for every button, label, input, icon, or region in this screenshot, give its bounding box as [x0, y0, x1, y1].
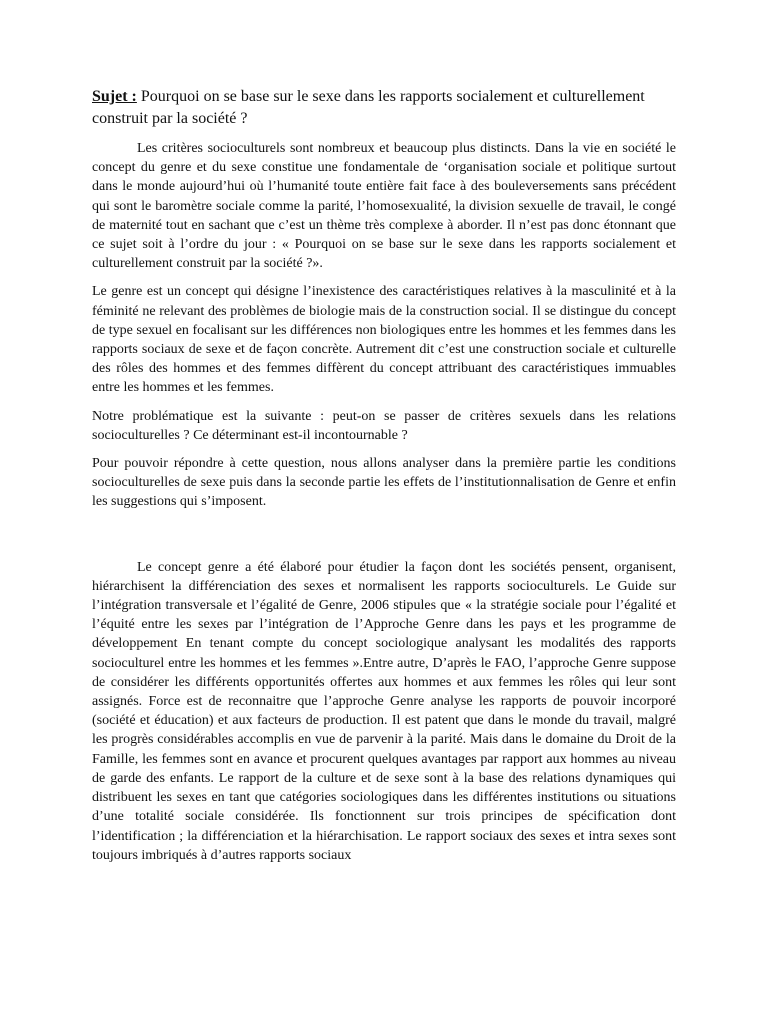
paragraph-body: Le concept genre a été élaboré pour étudier la façon dont les sociétés pensent, organisent, hiérarchisent la différenciation des sexes et normalisent les rapports socioculturels. Le Guide sur l’intégration transversale et l’égalité de Genre, 2006 stipules que « la stratégie sociale pour l’égalité et l’équité entre les sexes par l’intégration de l’Approche Genre dans les pays et les programme de développement En tenant compte du concept sociologique analysant les modalités des rapports socioculturel entre les hommes et les femmes ».Entre autre, D’après le FAO, l’approche Genre suppose de considérer les différents opportunités offertes aux hommes et aux femmes les rôles qui leur sont assignés. Force est de reconnaitre que l’approche Genre analyse les rapports de pouvoir incorporé (société et éducation) et aux facteurs de production. Il est patent que dans le monde du travail, malgré les progrès considérables accomplis en vue de parvenir à la parité. Mais dans le domaine du Droit de la Famille, les femmes sont en avance et procurent quelques avantages par rapport aux hommes au niveau de garde des enfants. Le rapport de la culture et de sexe sont à la base des relations dynamiques qui distribuent les sexes en tant que catégories sociologiques dans les différentes institutions ou situations d’une totalité sociale considérée. Ils fonctionnent sur trois principes de spécification dont l’identification ; la différenciation et la hiérarchisation. Le rapport sociaux des sexes et intra sexes sont toujours imbriqués à d’autres rapports sociaux: [92, 559, 676, 863]
paragraph-problematique: Notre problématique est la suivante : peut-on se passer de critères sexuels dans les relations socioculturelles ? Ce déterminant est-il incontournable ?: [92, 408, 676, 443]
paragraph-plan: Pour pouvoir répondre à cette question, nous allons analyser dans la première partie les conditions socioculturelles de sexe puis dans la seconde partie les effets de l’institutionnalisation de Genre et enfin les suggestions qui s’imposent.: [92, 456, 676, 510]
paragraph-definition: Le genre est un concept qui désigne l’inexistence des caractéristiques relatives à la masculinité et à la féminité ne relevant des problèmes de biologie mais de la construction social. Il se distingue du concept de type sexuel en focalisant sur les différences non biologiques entre les hommes et les femmes dans les rapports sociaux de sexe et de façon concrète. Autrement dit c’est une construction sociale et culturelle des rôles des hommes et des femmes diffèrent du concept attribuant des caractéristiques immuables entre les hommes et les femmes.: [92, 284, 676, 396]
title-label: Sujet :: [92, 88, 137, 105]
document-page: [92, 86, 676, 865]
paragraph-introduction: Les critères socioculturels sont nombreux et beaucoup plus distincts. Dans la vie en société le concept du genre et du sexe constitue une fondamentale de ‘organisation sociale et politique surtout dans le monde aujourd’hui où l’humanité toute entière fait face à des bouleversements sans précédent qui sont le baromètre sociale comme la parité, l’homosexualité, la division sexuelle de travail, le congé de maternité tout en sachant que c’est un thème très complexe à aborder. Il n’est pas donc étonnant que ce sujet soit à l’ordre du jour : « Pourquoi on se base sur le sexe dans les rapports socialement et culturellement construit par la société ?».: [92, 141, 676, 272]
title-text: Pourquoi on se base sur le sexe dans les rapports socialement et culturellement construit par la société ?: [92, 88, 645, 127]
document-title: [92, 86, 676, 130]
